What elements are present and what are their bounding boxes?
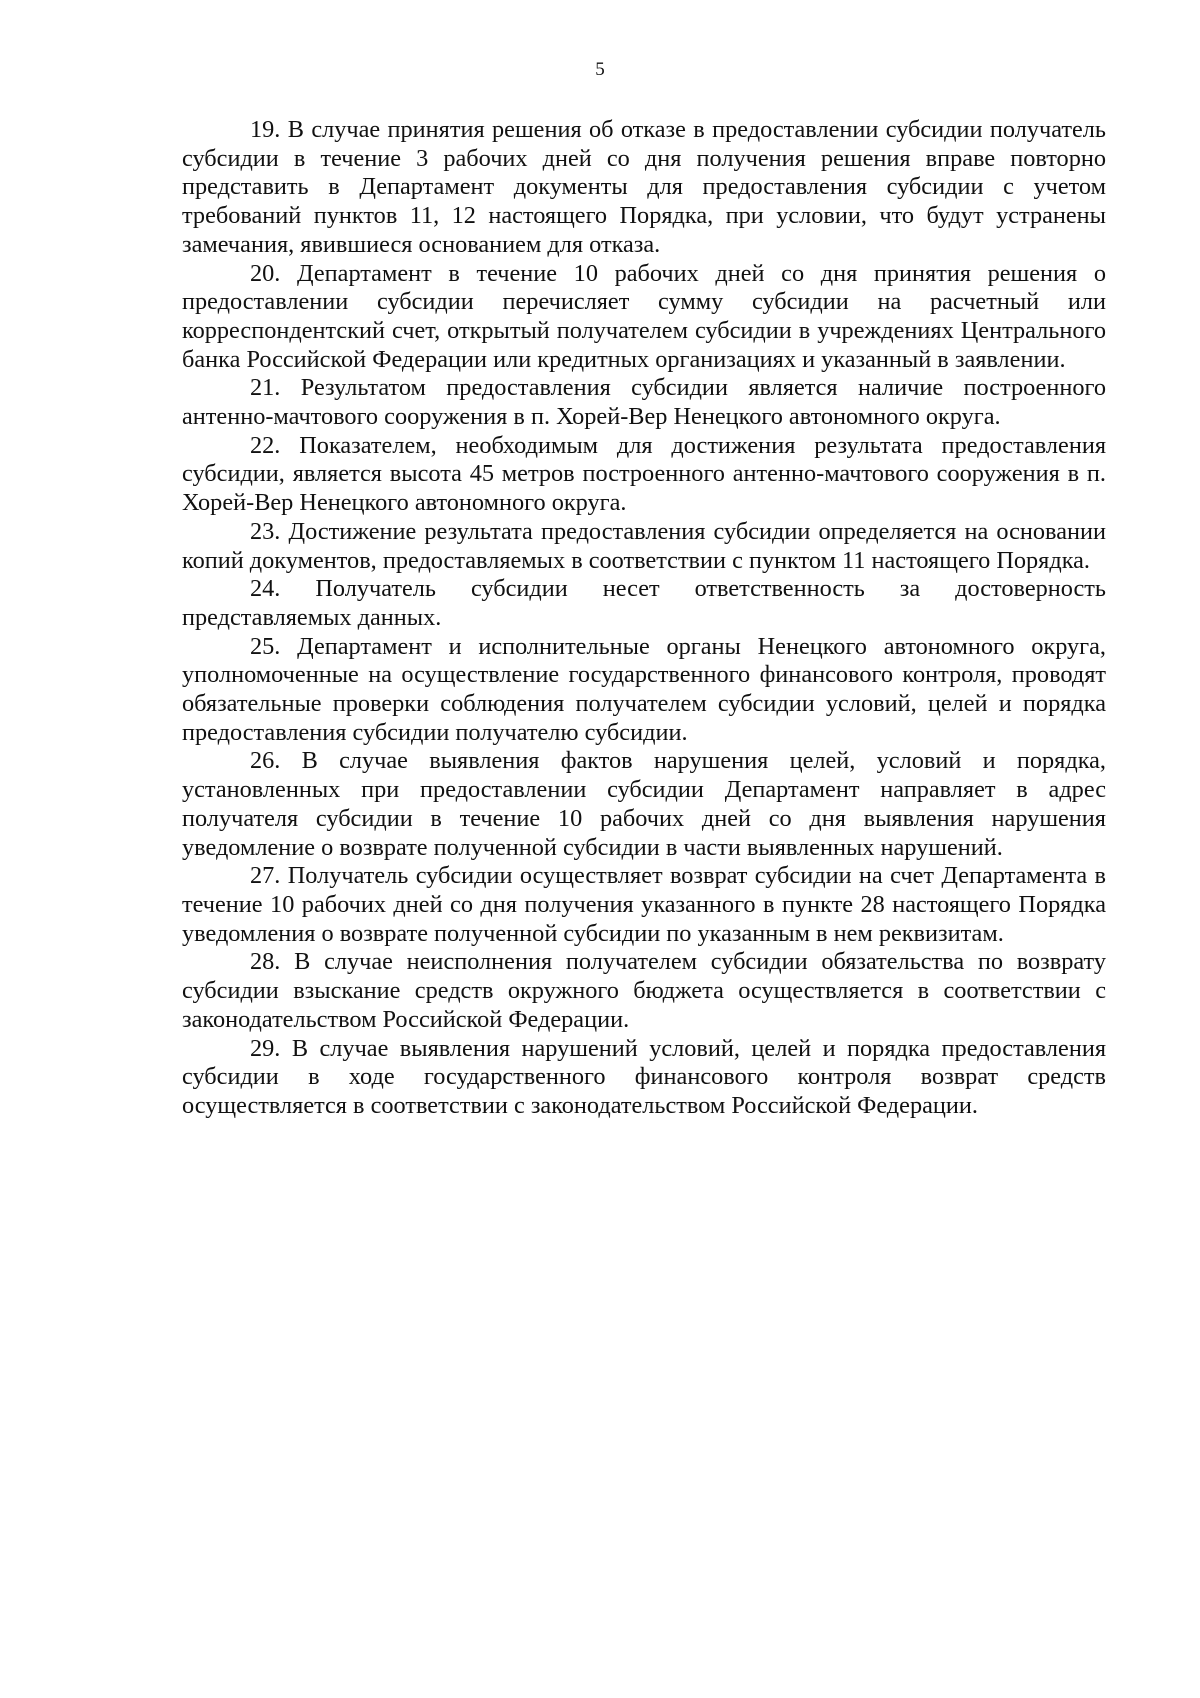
paragraph-text: Показателем, необходимым для достижения результата предоставления субсидии, является высота 45 метров построенного антенно-мачтового сооружения в п. Хорей-Вер Ненецкого автономного округа.	[182, 431, 1106, 517]
paragraph-number: 25.	[250, 632, 281, 660]
paragraph-number: 21.	[250, 374, 281, 402]
paragraph-text: Получатель субсидии осуществляет возврат субсидии на счет Департамента в течение 10 рабочих дней со дня получения указанного в пункте 28 настоящего Порядка уведомления о возврате полученной субсидии по указанным в нем реквизитам.	[182, 862, 1106, 947]
paragraph-25	[182, 633, 1106, 748]
paragraph-27	[182, 862, 1106, 948]
paragraph-number: 23.	[250, 517, 281, 545]
paragraph-number: 26.	[250, 747, 281, 775]
paragraph-text: Результатом предоставления субсидии является наличие построенного антенно-мачтового сооружения в п. Хорей-Вер Ненецкого автономного округа.	[182, 374, 1107, 431]
paragraph-text: В случае выявления нарушений условий, целей и порядка предоставления субсидии в ходе государственного финансового контроля возврат средств осуществляется в соответствии с законодательством Российской Федерации.	[182, 1034, 1107, 1119]
paragraph-29	[182, 1035, 1106, 1121]
paragraph-28	[182, 948, 1106, 1034]
paragraph-21	[182, 374, 1106, 431]
document-body	[182, 116, 1106, 1121]
paragraph-23	[182, 518, 1106, 575]
paragraph-text: В случае выявления фактов нарушения целей, условий и порядка, установленных при предоставлении субсидии Департамент направляет в адрес получателя субсидии в течение 10 рабочих дней со дня выявления нарушения уведомление о возврате полученной субсидии в части выявленных нарушений.	[182, 747, 1106, 861]
paragraph-19	[182, 116, 1106, 260]
paragraph-24	[182, 575, 1106, 632]
paragraph-number: 22.	[250, 431, 281, 459]
paragraph-number: 28.	[250, 948, 281, 976]
paragraph-number: 19.	[250, 116, 281, 143]
paragraph-number: 24.	[250, 575, 281, 603]
page-number: 5	[595, 59, 605, 80]
paragraph-22	[182, 432, 1106, 518]
paragraph-text: В случае неисполнения получателем субсидии обязательства по возврату субсидии взыскание средств окружного бюджета осуществляется в соответствии с законодательством Российской Федерации.	[182, 948, 1107, 1033]
paragraph-text: Департамент в течение 10 рабочих дней со дня принятия решения о предоставлении субсидии перечисляет сумму субсидии на расчетный или корреспондентский счет, открытый получателем субсидии в учреждениях Центрального банка Российской Федерации или кредитных организациях и указанный в заявлении.	[182, 259, 1106, 373]
paragraph-number: 27.	[250, 862, 281, 890]
paragraph-26	[182, 747, 1106, 862]
paragraph-20	[182, 260, 1106, 375]
paragraph-number: 29.	[250, 1034, 281, 1062]
paragraph-text: Получатель субсидии несет ответственность за достоверность представляемых данных.	[182, 575, 1106, 631]
paragraph-text: В случае принятия решения об отказе в предоставлении субсидии получатель субсидии в течение 3 рабочих дней со дня получения решения вправе повторно представить в Департамент документы для предоставления субсидии с учетом требований пунктов 11, 12 настоящего Порядка, при условии, что будут устранены замечания, явившиеся основанием для отказа.	[182, 116, 1106, 258]
paragraph-number: 20.	[250, 259, 281, 287]
paragraph-text: Департамент и исполнительные органы Ненецкого автономного округа, уполномоченные на осуществление государственного финансового контроля, проводят обязательные проверки соблюдения получателем субсидии условий, целей и порядка предоставления субсидии получателю субсидии.	[182, 632, 1106, 746]
paragraph-text: Достижение результата предоставления субсидии определяется на основании копий документов, предоставляемых в соответствии с пунктом 11 настоящего Порядка.	[182, 517, 1106, 574]
